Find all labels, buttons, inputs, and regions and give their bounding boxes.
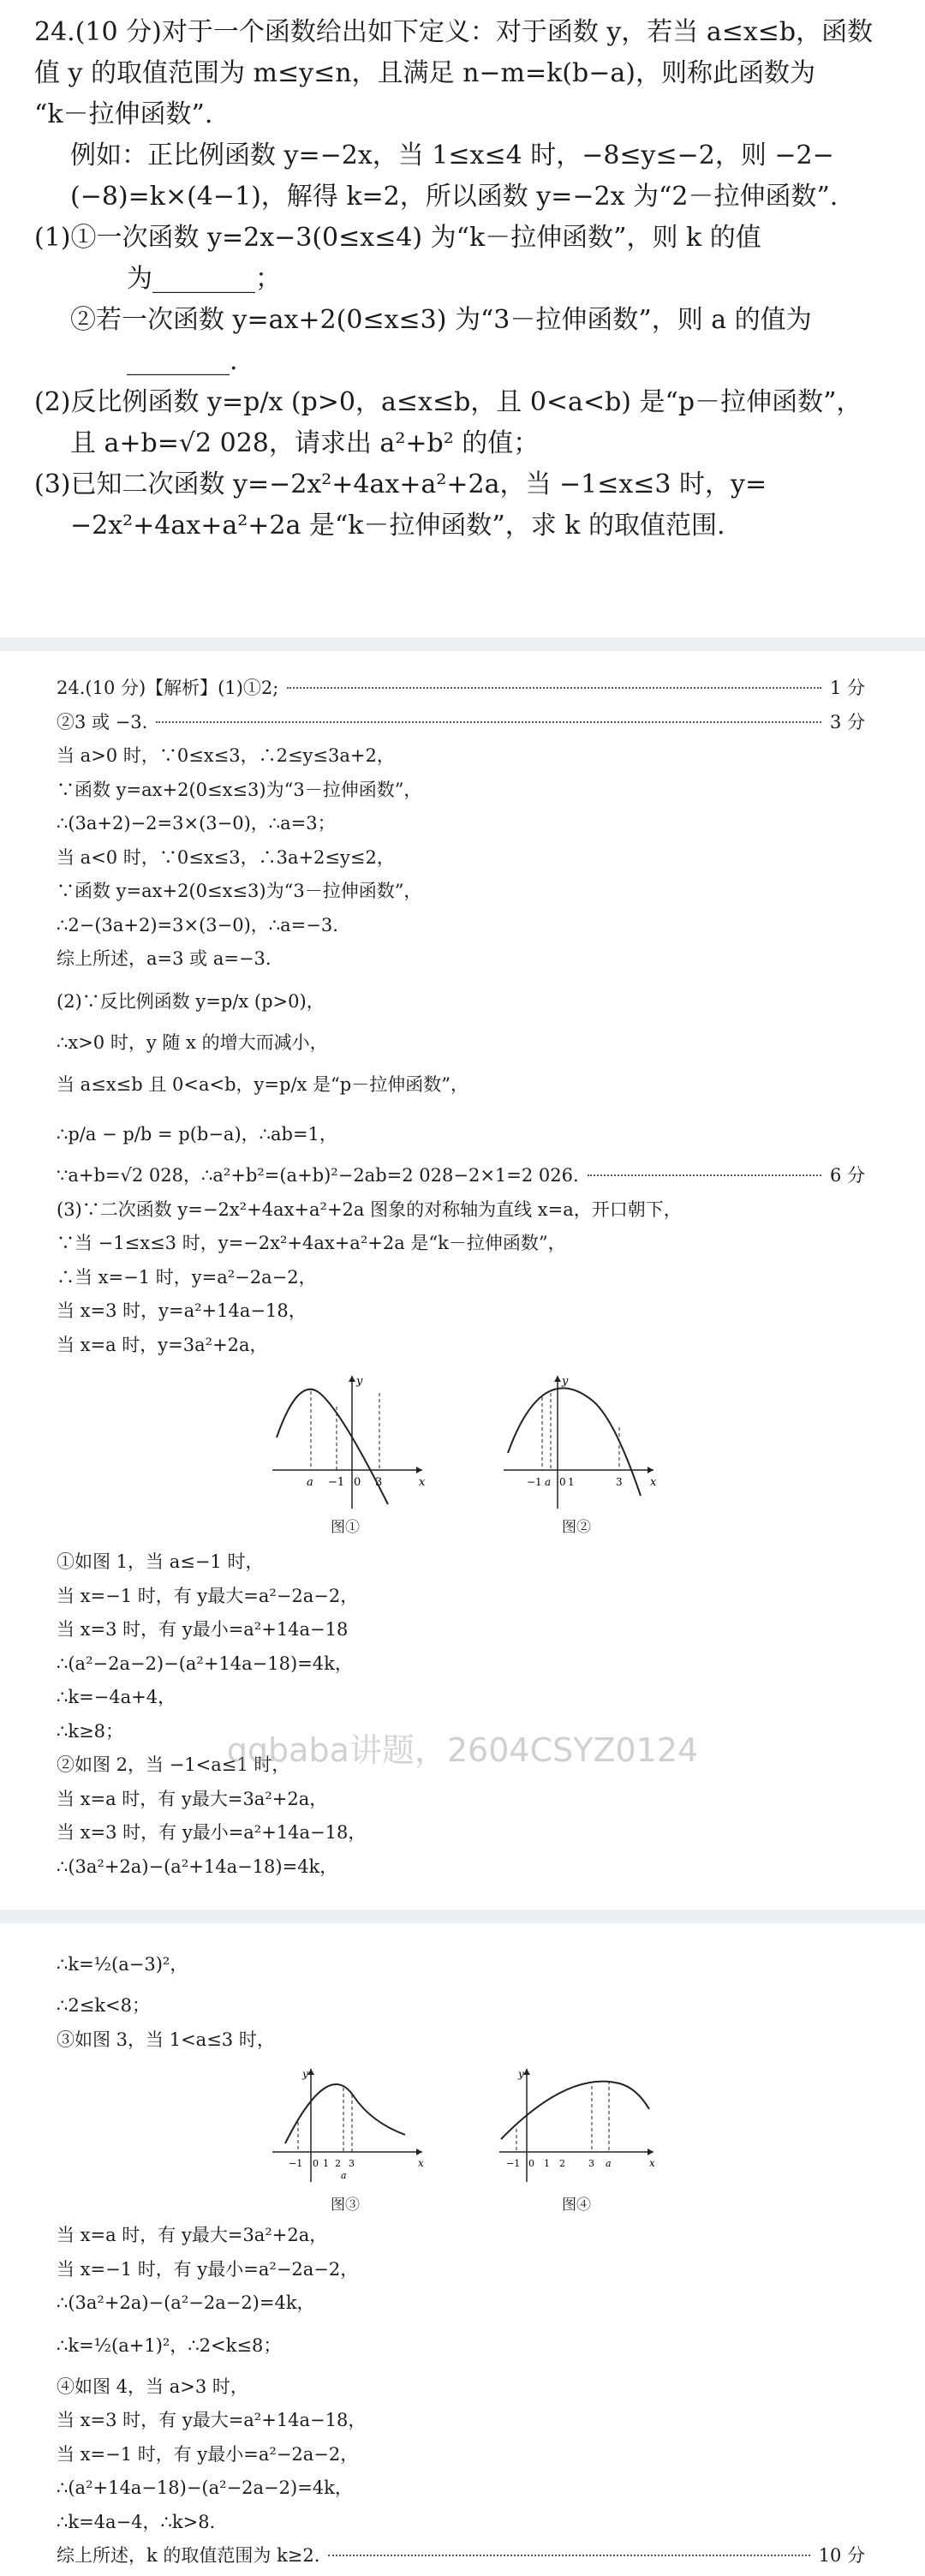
solution-line-text: ∴k≥8；	[57, 1720, 124, 1742]
solution-line-text: ∴k=½(a+1)²，∴2<k≤8；	[57, 2334, 282, 2356]
solution-line	[57, 672, 865, 706]
solution-line	[57, 1783, 865, 1817]
tick-label: 1	[323, 2158, 329, 2169]
solution-line-text: ∴(3a+2)−2=3×(3−0)，∴a=3；	[57, 813, 336, 834]
solution-line	[57, 1294, 865, 1329]
axis-label-y: y	[302, 2068, 308, 2080]
score-mark: 10 分	[818, 2545, 865, 2566]
figure-1	[260, 1367, 431, 1539]
score-mark: 1 分	[829, 678, 865, 698]
solution-line-text: 综上所述，a=3 或 a=−3.	[57, 948, 272, 969]
problem-line: ②若一次函数 y=ax+2(0≤x≤3) 为“3－拉伸函数”，则 a 的值为	[70, 305, 812, 335]
axis-label-y: y	[356, 1375, 363, 1388]
solution-line	[57, 1748, 865, 1783]
solution-line-text: ∴(3a²+2a)−(a²−2a−2)=4k，	[57, 2292, 315, 2313]
section-divider	[0, 1910, 925, 1923]
solution-line	[57, 2370, 865, 2405]
solution-line	[57, 2471, 865, 2506]
axis-label-y: y	[562, 1375, 569, 1388]
solution-line	[57, 1109, 865, 1159]
solution-line	[57, 977, 865, 1026]
solution-line-text: ②3 或 −3.	[57, 711, 148, 732]
solution-line	[57, 1261, 865, 1295]
solution-line	[57, 1715, 865, 1749]
solution-line-text: ∵函数 y=ax+2(0≤x≤3)为“3－拉伸函数”，	[57, 881, 422, 901]
solution-line-text: ∴(a²+14a−18)−(a²−2a−2)=4k，	[57, 2477, 353, 2498]
solution-line-text: ∴当 x=−1 时，y=a²−2a−2，	[57, 1266, 317, 1288]
figure-caption: 图④	[562, 2196, 591, 2214]
solution-line	[57, 1989, 865, 2023]
axis-label-x: x	[650, 1476, 657, 1489]
tick-label: a	[606, 2158, 612, 2169]
problem-line: (1)①一次函数 y=2x−3(0≤x≤4) 为“k－拉伸函数”，则 k 的值	[34, 223, 761, 253]
solution-line-text: ③如图 3，当 1<a≤3 时，	[57, 2029, 275, 2050]
figure-caption: 图①	[331, 1519, 360, 1536]
solution-part-2	[0, 1928, 925, 2570]
dotted-leader	[287, 687, 821, 689]
tick-label: 1	[544, 2158, 550, 2169]
figure-1-graph	[260, 1367, 431, 1513]
solution-line	[57, 2506, 865, 2540]
solution-line-text: 当 x=−1 时，有 y最大=a²−2a−2，	[57, 1585, 359, 1606]
solution-line	[57, 2286, 865, 2321]
solution-line-text: 当 a<0 时，∵0≤x≤3，∴3a+2≤y≤2，	[57, 846, 395, 868]
tick-label: 0	[559, 1476, 566, 1488]
problem-line: 例如：正比例函数 y=−2x，当 1≤x≤4 时，−8≤y≤−2，则 −2−	[70, 140, 834, 170]
solution-line-text: (3)∵二次函数 y=−2x²+4ax+a²+2a 图象的对称轴为直线 x=a，开口朝下，	[57, 1198, 682, 1220]
tick-label: −1	[506, 2158, 521, 2169]
solution-line-text: ②如图 2，当 −1<a≤1 时，	[57, 1754, 290, 1775]
dotted-leader	[328, 2555, 809, 2556]
solution-line	[57, 807, 865, 841]
solution-part-1	[0, 660, 925, 1906]
score-mark: 6 分	[829, 1165, 865, 1186]
figure-4	[491, 2062, 662, 2212]
problem-line: −2x²+4ax+a²+2a 是“k－拉伸函数”，求 k 的取值范围.	[70, 511, 725, 541]
solution-line	[57, 1939, 865, 1989]
problem-statement	[0, 0, 925, 634]
figure-caption: 图②	[562, 1519, 591, 1536]
problem-line: 为________；	[127, 264, 281, 294]
tick-label: 3	[588, 2158, 594, 2169]
solution-line	[57, 2023, 865, 2058]
tick-label: 3	[349, 2158, 355, 2169]
figure-2-graph	[491, 1367, 662, 1513]
solution-line-text: ∴k=½(a−3)²，	[57, 1954, 188, 1975]
problem-line: ________.	[127, 346, 238, 376]
solution-line-text: 当 a≤x≤b 且 0<a<b，y=p/x 是“p－拉伸函数”，	[57, 1074, 468, 1095]
solution-line	[57, 706, 865, 740]
figure-row-1	[57, 1367, 865, 1539]
parabola-curve	[501, 2082, 649, 2139]
tick-label: a	[341, 2170, 347, 2181]
solution-line-text: 当 a>0 时，∵0≤x≤3，∴2≤y≤3a+2，	[57, 745, 395, 766]
dotted-leader	[156, 721, 821, 723]
parabola-curve	[285, 2084, 405, 2143]
solution-line	[57, 1329, 865, 1363]
figure-4-graph	[491, 2062, 662, 2190]
figure-row-2	[57, 2062, 865, 2212]
solution-line-text: 当 x=3 时，有 y最小=a²+14a−18	[57, 1619, 349, 1640]
problem-line: (3)已知二次函数 y=−2x²+4ax+a²+2a，当 −1≤x≤3 时，y=	[34, 469, 767, 499]
solution-line	[57, 875, 865, 909]
solution-line	[57, 1816, 865, 1850]
solution-line-text: ∴x>0 时，y 随 x 的增大而减小，	[57, 1031, 328, 1053]
solution-line-text: ∴k=4a−4，∴k>8.	[57, 2511, 216, 2532]
problem-line: 值 y 的取值范围为 m≤y≤n，且满足 n−m=k(b−a)，则称此函数为	[34, 58, 815, 88]
solution-line-text: ④如图 4，当 a>3 时，	[57, 2376, 248, 2397]
solution-line	[57, 1026, 865, 1061]
solution-line-text: 当 x=3 时，有 y最大=a²+14a−18，	[57, 2410, 367, 2430]
solution-line	[57, 942, 865, 977]
tick-label: 2	[335, 2158, 341, 2169]
dotted-leader	[588, 1174, 821, 1176]
solution-line-text: 综上所述，k 的取值范围为 k≥2.	[57, 2545, 320, 2566]
solution-line	[57, 1545, 865, 1580]
solution-line-text: ∵a+b=√2 028，∴a²+b²=(a+b)²−2ab=2 028−2×1=2 026.	[57, 1165, 579, 1186]
solution-line	[57, 1060, 865, 1109]
axis-label-x: x	[419, 1476, 426, 1489]
problem-line: (2)反比例函数 y=p/x (p>0，a≤x≤b，且 0<a<b) 是“p－拉伸函数”，	[34, 387, 862, 417]
solution-line	[57, 2321, 865, 2370]
solution-line-text: 当 x=−1 时，有 y最小=a²−2a−2，	[57, 2258, 359, 2280]
solution-line	[57, 841, 865, 876]
solution-line-text: ∴(a²−2a−2)−(a²+14a−18)=4k，	[57, 1653, 353, 1674]
solution-line	[57, 1580, 865, 1614]
solution-line	[57, 2438, 865, 2472]
solution-line	[57, 1193, 865, 1228]
solution-line-text: 当 x=a 时，有 y最大=3a²+2a，	[57, 2225, 328, 2245]
solution-line-text: ∴k=−4a+4，	[57, 1687, 176, 1707]
tick-label: 3	[616, 1476, 623, 1488]
solution-line	[57, 2539, 865, 2573]
watermark-text: qqbaba讲题，2604CSYZ0124	[226, 1731, 699, 1769]
solution-line	[57, 1647, 865, 1682]
tick-label: 2	[559, 2158, 565, 2169]
solution-line-text: ∴p/a − p/b = p(b−a)，∴ab=1，	[57, 1124, 337, 1145]
figure-3-graph	[260, 2062, 431, 2190]
tick-label: 0	[528, 2158, 534, 2169]
solution-line-text: 24.(10 分)【解析】(1)①2;	[57, 678, 279, 698]
score-mark: 3 分	[829, 711, 865, 732]
problem-line: 24.(10 分)对于一个函数给出如下定义：对于函数 y，若当 a≤x≤b，函数	[34, 17, 874, 47]
solution-line-text: 当 x=a 时，有 y最大=3a²+2a，	[57, 1788, 328, 1809]
axis-label-x: x	[418, 2157, 424, 2169]
tick-label: 1	[568, 1476, 575, 1488]
solution-line-text: 当 x=−1 时，有 y最小=a²−2a−2，	[57, 2443, 359, 2465]
solution-line	[57, 2404, 865, 2438]
figure-caption: 图③	[331, 2196, 360, 2214]
solution-line-text: 当 x=3 时，y=a²+14a−18，	[57, 1300, 307, 1321]
axis-label-x: x	[649, 2157, 655, 2169]
tick-label: 3	[375, 1476, 383, 1489]
tick-label: −1	[328, 1476, 345, 1489]
solution-line	[57, 2253, 865, 2287]
solution-line-text: ①如图 1，当 a≤−1 时，	[57, 1551, 264, 1572]
solution-line	[57, 739, 865, 774]
solution-line-text: ∴(3a²+2a)−(a²+14a−18)=4k，	[57, 1856, 338, 1877]
solution-line-text: 当 x=3 时，有 y最小=a²+14a−18，	[57, 1822, 367, 1843]
solution-line	[57, 1613, 865, 1647]
section-divider	[0, 637, 925, 651]
solution-line-text: ∴2−(3a+2)=3×(3−0)，∴a=−3.	[57, 914, 338, 935]
tick-label: 0	[313, 2158, 319, 2169]
solution-line	[57, 909, 865, 943]
tick-label: −1	[527, 1476, 542, 1488]
solution-line-text: ∵当 −1≤x≤3 时，y=−2x²+4ax+a²+2a 是“k－拉伸函数”，	[57, 1233, 566, 1253]
solution-line	[57, 1850, 865, 1885]
problem-line: 且 a+b=√2 028，请求出 a²+b² 的值；	[70, 428, 540, 458]
tick-label: 0	[354, 1476, 361, 1489]
solution-line-text: ∵函数 y=ax+2(0≤x≤3)为“3－拉伸函数”，	[57, 779, 422, 800]
problem-line: “k－拉伸函数”.	[34, 99, 213, 129]
solution-line	[57, 1681, 865, 1715]
solution-line-text: (2)∵反比例函数 y=p/x (p>0)，	[57, 990, 325, 1012]
solution-line-text: ∴2≤k<8；	[57, 1995, 150, 2016]
figure-3	[260, 2062, 431, 2212]
solution-line	[57, 1159, 865, 1193]
axis-label-y: y	[518, 2068, 524, 2080]
tick-label: a	[545, 1476, 552, 1488]
tick-label: −1	[289, 2158, 303, 2169]
solution-line	[57, 1227, 865, 1261]
problem-line: (−8)=k×(4−1)，解得 k=2，所以函数 y=−2x 为“2－拉伸函数”.	[70, 182, 838, 212]
solution-line	[57, 2219, 865, 2253]
tick-label: a	[307, 1476, 313, 1489]
solution-line	[57, 774, 865, 808]
figure-2	[491, 1367, 662, 1539]
solution-line-text: 当 x=a 时，y=3a²+2a，	[57, 1334, 268, 1355]
